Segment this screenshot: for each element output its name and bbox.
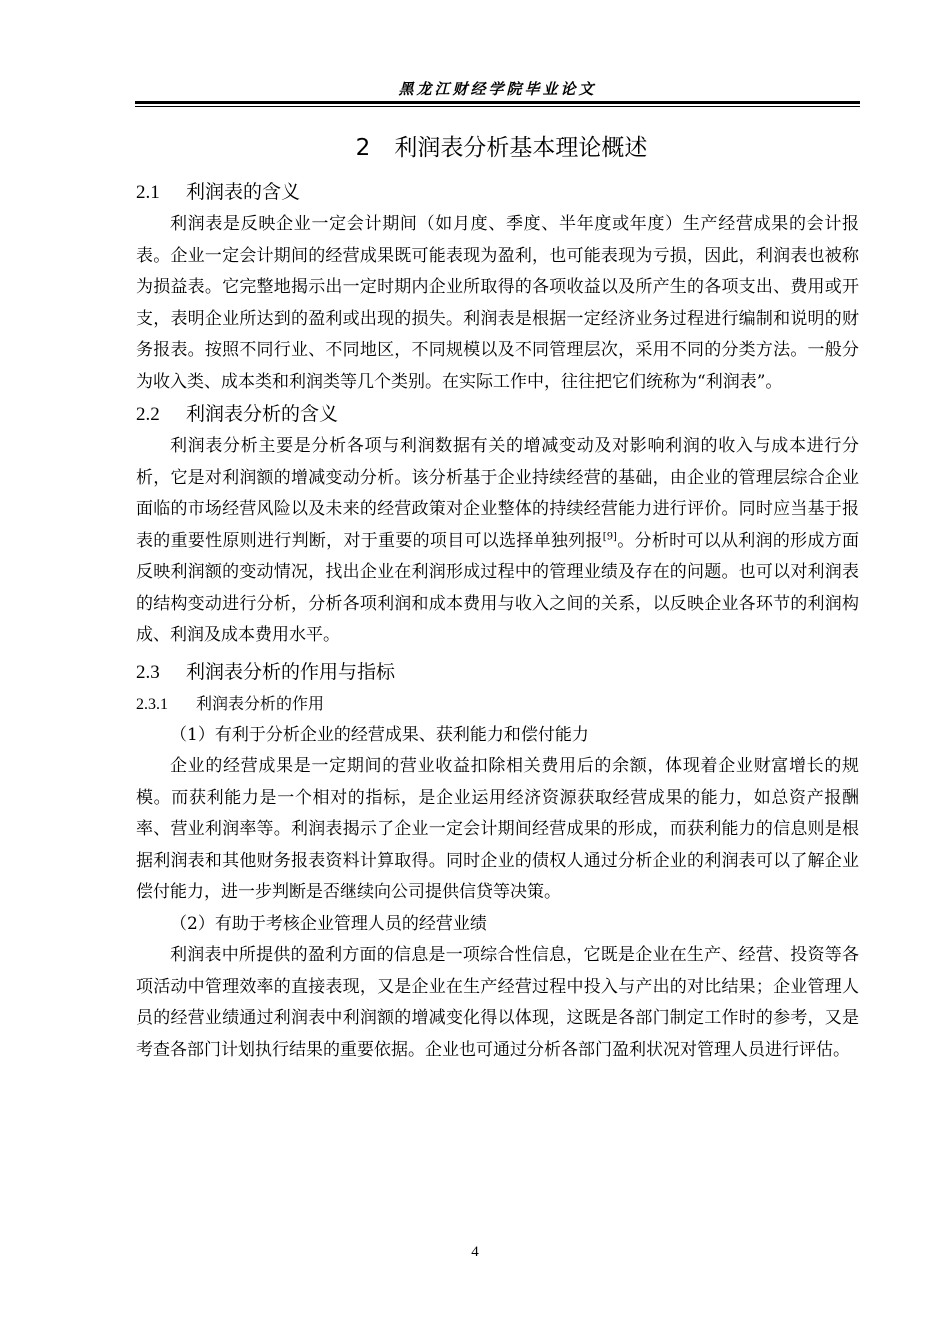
section-2-1-paragraph: 利润表是反映企业一定会计期间（如月度、季度、半年度或年度）生产经营成果的会计报表。企业一定会计期间的经营成果既可能表现为盈利，也可能表现为亏损，因此，利润表也被称为损益表。它完整地揭示出一定时期内企业所取得的各项收益以及所产生的各项支出、费用或开支，表明企业所达到的盈利或出现的损失。利润表是根据一定经济业务过程进行编制和说明的财务报表。按照不同行业、不同地区，不同规模以及不同管理层次，采用不同的分类方法。一般分为收入类、成本类和利润类等几个类别。在实际工作中，往往把它们统称为“利润表”。 — [136, 214, 859, 392]
section-number: 2.1 — [136, 182, 160, 203]
section-title: 利润表的含义 — [186, 181, 301, 203]
running-header: 黑龙江财经学院毕业论文 — [398, 80, 597, 98]
citation-reference: [9] — [602, 530, 617, 542]
section-number: 2.3 — [136, 661, 160, 683]
chapter-title — [136, 128, 859, 168]
section-heading-2-1 — [136, 176, 859, 209]
chapter-number: 2 — [355, 135, 371, 161]
page-body — [136, 128, 859, 1066]
header-rule-thin — [135, 106, 860, 107]
chapter-title-text: 利润表分析基本理论概述 — [394, 135, 648, 161]
subsection-title: 利润表分析的作用 — [196, 693, 325, 713]
paragraph-text: 利润表分析主要是分析各项与利润数据有关的增减变动及对影响利润的收入与成本进行分析，它是对利润额的增减变动分析。该分析基于企业持续经营的基础，由企业的管理层综合企业面临的市场经营风险以及未来的经营政策对企业整体的持续经营能力进行评价。同时应当基于报表的重要性原则进行判断，对于重要的项目可以选择单独列报 — [136, 436, 859, 551]
section-2-2-paragraph — [136, 431, 859, 652]
section-heading-2-3 — [136, 656, 859, 689]
section-title: 利润表分析的含义 — [186, 403, 339, 425]
subsection-heading-2-3-1 — [136, 689, 859, 720]
subsection-number: 2.3.1 — [136, 695, 168, 713]
list-item-heading-1: （1）有利于分析企业的经营成果、获利能力和偿付能力 — [170, 724, 589, 745]
section-number: 2.2 — [136, 404, 160, 425]
list-item-1-paragraph: 企业的经营成果是一定期间的营业收益扣除相关费用后的余额，体现着企业财富增长的规模。而获利能力是一个相对的指标，是企业运用经济资源获取经营成果的能力，如总资产报酬率、营业利润率等。利润表揭示了企业一定会计期间经营成果的形成，而获利能力的信息则是根据利润表和其他财务报表资料计算取得。同时企业的债权人通过分析企业的利润表可以了解企业偿付能力，进一步判断是否继续向公司提供信贷等决策。 — [136, 756, 859, 902]
page-number: 4 — [471, 1244, 479, 1260]
list-item-heading-2: （2）有助于考核企业管理人员的经营业绩 — [170, 913, 487, 934]
header-rule-thick — [135, 101, 860, 104]
list-item-2-paragraph: 利润表中所提供的盈利方面的信息是一项综合性信息，它既是企业在生产、经营、投资等各项活动中管理效率的直接表现，又是企业在生产经营过程中投入与产出的对比结果；企业管理人员的经营业绩通过利润表中利润额的增减变化得以体现，这既是各部门制定工作时的参考，又是考查各部门计划执行结果的重要依据。企业也可通过分析各部门盈利状况对管理人员进行评估。 — [136, 945, 859, 1060]
section-title: 利润表分析的作用与指标 — [186, 660, 396, 683]
section-heading-2-2 — [136, 398, 859, 431]
paragraph-text: 。分析时可以从利润的形成方面反映利润额的变动情况，找出企业在利润形成过程中的管理业绩及存在的问题。也可以对利润表的结构变动进行分析，分析各项利润和成本费用与收入之间的关系，以反映企业各环节的利润构成、利润及成本费用水平。 — [136, 530, 860, 645]
